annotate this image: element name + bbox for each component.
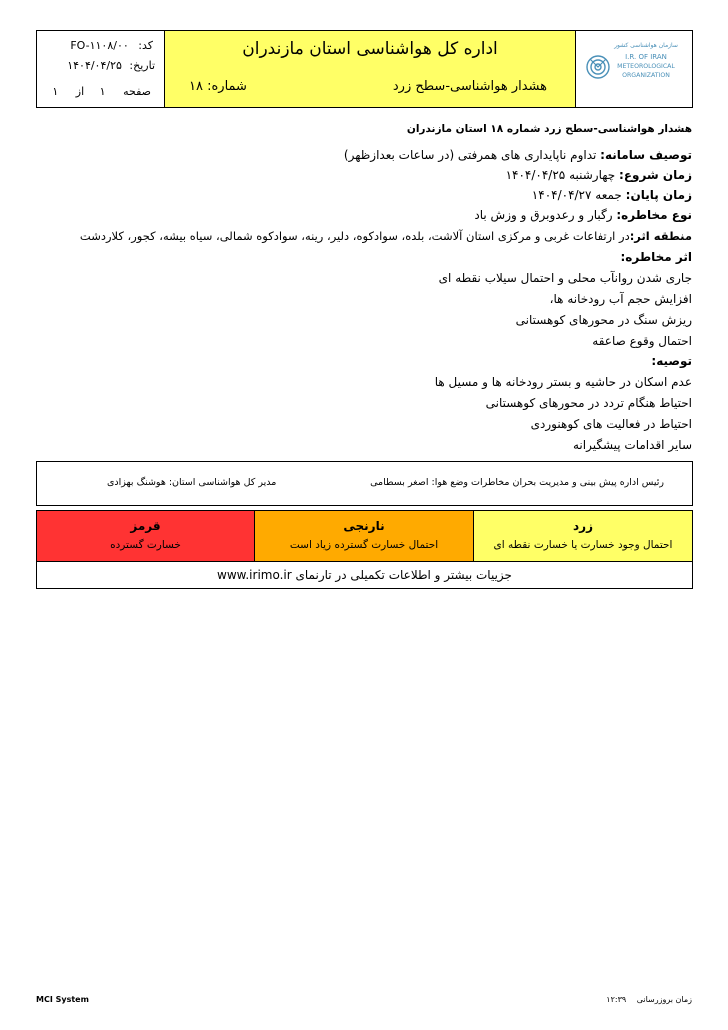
update-time: ۱۲:۳۹ (606, 995, 627, 1004)
page-total: ۱ (52, 85, 59, 98)
more-info-link[interactable]: جزییات بیشتر و اطلاعات تکمیلی در تارنمای www.irimo.ir (36, 562, 693, 589)
level-title: زرد (573, 519, 593, 533)
logo-line2: METEOROLOGICAL (617, 63, 675, 70)
area-label: منطقه اثر: (629, 229, 692, 243)
level-desc: احتمال وجود خسارت یا خسارت نقطه ای (493, 539, 673, 551)
system-label: توصیف سامانه: (600, 148, 692, 162)
page-current: ۱ (99, 85, 106, 98)
hazard-value: رگبار و رعدوبرق و وزش باد (474, 208, 617, 222)
signature-forecast-head: رئیس اداره پیش بینی و مدیریت بحران مخاطرات وضع هوا: اصغر بسطامی (370, 477, 664, 488)
header-meta (37, 31, 165, 107)
recommend-item: عدم اسکان در حاشیه و بستر رودخانه ها و مسیل ها (434, 375, 692, 389)
hazard-label: نوع مخاطره: (616, 208, 692, 222)
system-row (344, 148, 692, 162)
area-value: در ارتفاعات غربی و مرکزی استان آلاشت، بلده، سوادکوه، دلیر، رینه، سوادکوه شمالی، سیاه بیشه، کجور، کلاردشت (79, 229, 630, 243)
impact-item: افزایش حجم آب رودخانه ها، (549, 292, 692, 306)
recommend-item: احتیاط هنگام تردد در محورهای کوهستانی (485, 396, 692, 410)
code-label: کد: (138, 39, 153, 52)
signature-box (36, 461, 693, 506)
recommend-label: توصیه: (651, 354, 692, 368)
logo (575, 31, 692, 107)
level-title: نارنجی (343, 519, 385, 533)
end-row (532, 188, 692, 202)
end-value: جمعه ۱۴۰۴/۰۴/۲۷ (531, 188, 626, 202)
warning-subtitle: هشدار هواشناسی-سطح زرد (392, 79, 547, 94)
end-label: زمان پایان: (625, 188, 692, 202)
logo-text-fa: سازمان هواشناسی کشور (614, 42, 678, 49)
recommend-item: سایر اقدامات پیشگیرانه (572, 438, 692, 452)
hazard-row (474, 208, 692, 222)
update-time-row (606, 995, 692, 1004)
start-value: چهارشنبه ۱۴۰۴/۰۴/۲۵ (505, 168, 620, 182)
impact-heading-row (621, 250, 693, 264)
page-row (52, 85, 151, 98)
system-name: MCI System (36, 995, 89, 1004)
impact-item: جاری شدن روانآب محلی و احتمال سیلاب نقطه ای (438, 271, 692, 285)
level-desc: خسارت گسترده (110, 539, 181, 551)
recommend-heading-row (651, 354, 692, 368)
logo-line3: ORGANIZATION (622, 72, 670, 79)
warning-levels-table (36, 510, 693, 562)
document-title: هشدار هواشناسی-سطح زرد شماره ۱۸ استان مازندران (406, 123, 692, 135)
org-title: اداره کل هواشناسی استان مازندران (242, 39, 498, 59)
level-title: قرمز (130, 519, 161, 533)
impact-item: ریزش سنگ در محورهای کوهستانی (515, 313, 692, 327)
page-label: صفحه (123, 85, 151, 98)
update-label: زمان بروزرسانی (636, 995, 692, 1004)
page-of: از (75, 85, 85, 98)
logo-line1: I.R. OF IRAN (625, 53, 667, 61)
level-orange (254, 511, 473, 561)
date-value: ۱۴۰۴/۰۴/۲۵ (67, 59, 122, 72)
start-row (506, 168, 692, 182)
code-row (70, 39, 153, 52)
area-row (80, 229, 692, 243)
warning-number: شماره: ۱۸ (189, 79, 247, 94)
start-label: زمان شروع: (619, 168, 692, 182)
level-red (37, 511, 254, 561)
code-value: FO-۱۱۰۸/۰۰ (70, 39, 129, 52)
level-yellow (473, 511, 692, 561)
header (36, 30, 693, 108)
impact-item: احتمال وقوع صاعقه (592, 334, 692, 348)
level-desc: احتمال خسارت گسترده زیاد است (289, 539, 439, 551)
date-label: تاریخ: (129, 59, 155, 72)
system-value: تداوم ناپایداری های همرفتی (در ساعات بعدازظهر) (343, 148, 601, 162)
signature-director: مدیر کل هواشناسی استان: هوشنگ بهزادی (107, 477, 277, 488)
header-title-block (164, 31, 575, 107)
meteorology-logo-icon (584, 37, 684, 101)
impact-label: اثر مخاطره: (620, 250, 692, 264)
date-row (67, 59, 155, 72)
recommend-item: احتیاط در فعالیت های کوهنوردی (530, 417, 692, 431)
